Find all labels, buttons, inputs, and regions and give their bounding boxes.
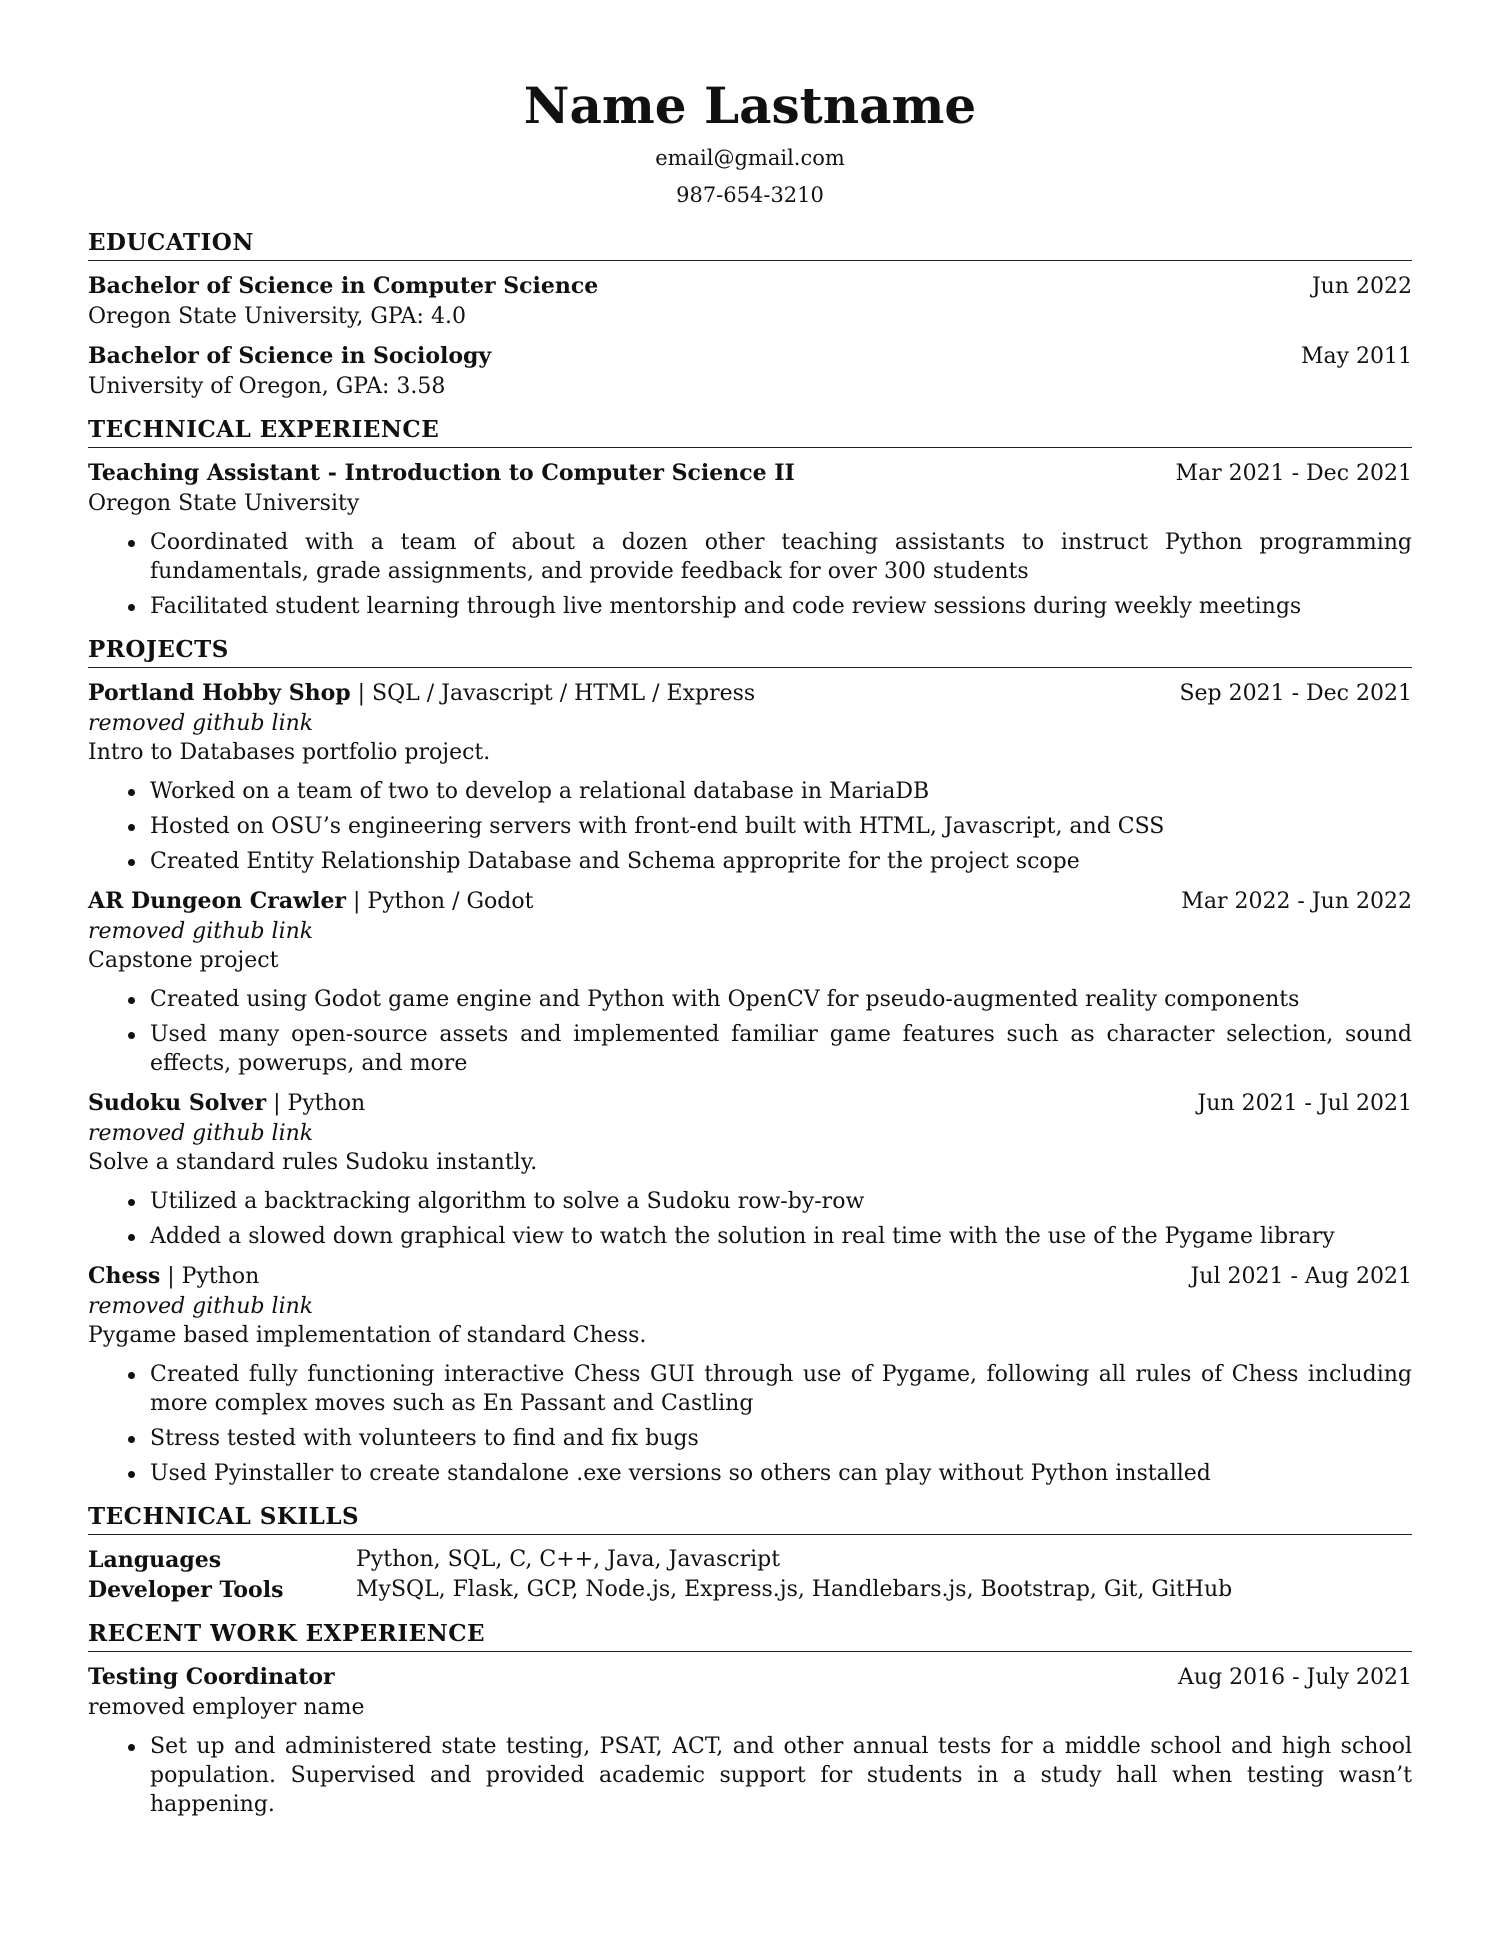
resume-name: Name Lastname bbox=[523, 76, 977, 135]
bullet-item: Stress tested with volunteers to find and fix bugs bbox=[150, 1424, 1412, 1453]
project-entry bbox=[88, 1261, 1412, 1488]
bullet-item: Created fully functioning interactive Chess GUI through use of Pygame, following all rules of Chess including more complex moves such as En Passant and Castling bbox=[150, 1362, 1412, 1416]
job-date: Aug 2016 - July 2021 bbox=[1178, 1665, 1412, 1690]
project-name: Chess bbox=[88, 1263, 161, 1289]
project-stack: | SQL / Javascript / HTML / Express bbox=[350, 681, 756, 706]
school-name: University of Oregon, GPA: 3.58 bbox=[88, 374, 446, 399]
education-entry bbox=[88, 341, 1412, 401]
project-date: Jun 2021 - Jul 2021 bbox=[1197, 1091, 1412, 1116]
degree-date: Jun 2022 bbox=[1311, 274, 1412, 299]
project-stack: | Python bbox=[160, 1264, 260, 1289]
bullet-item: Utilized a backtracking algorithm to solve a Sudoku row-by-row bbox=[150, 1187, 1412, 1216]
bullet-list bbox=[88, 985, 1412, 1078]
skills-table bbox=[88, 1545, 1412, 1605]
project-description: Pygame based implementation of standard Chess. bbox=[88, 1323, 647, 1348]
education-entry bbox=[88, 271, 1412, 331]
job-title: Testing Coordinator bbox=[88, 1664, 335, 1690]
project-entry bbox=[88, 678, 1412, 876]
work-experience-heading: RECENT WORK EXPERIENCE bbox=[88, 1619, 1412, 1652]
degree-title: Bachelor of Science in Sociology bbox=[88, 343, 492, 369]
projects-heading: PROJECTS bbox=[88, 635, 1412, 668]
degree-title: Bachelor of Science in Computer Science bbox=[88, 273, 599, 299]
skill-label: Developer Tools bbox=[88, 1577, 284, 1603]
project-description: Capstone project bbox=[88, 948, 279, 973]
project-description: Intro to Databases portfolio project. bbox=[88, 740, 491, 765]
bullet-item: Created using Godot game engine and Python with OpenCV for pseudo-augmented reality components bbox=[150, 985, 1412, 1014]
bullet-item: Created Entity Relationship Database and Schema approprite for the project scope bbox=[150, 847, 1412, 876]
bullet-list bbox=[88, 777, 1412, 876]
school-name: Oregon State University, GPA: 4.0 bbox=[88, 304, 466, 329]
project-entry bbox=[88, 1088, 1412, 1251]
bullet-list bbox=[88, 528, 1412, 621]
project-name: Sudoku Solver bbox=[88, 1090, 267, 1116]
technical-experience-heading: TECHNICAL EXPERIENCE bbox=[88, 415, 1412, 448]
bullet-item: Worked on a team of two to develop a relational database in MariaDB bbox=[150, 777, 1412, 806]
skill-value: Python, SQL, C, C++, Java, Javascript bbox=[356, 1547, 781, 1572]
bullet-item: Added a slowed down graphical view to watch the solution in real time with the use of the Pygame library bbox=[150, 1222, 1412, 1251]
project-name: AR Dungeon Crawler bbox=[88, 888, 347, 914]
education-heading: EDUCATION bbox=[88, 228, 1412, 261]
contact-phone[interactable]: 987-654-3210 bbox=[676, 183, 824, 207]
project-date: Sep 2021 - Dec 2021 bbox=[1179, 681, 1412, 706]
project-name: Portland Hobby Shop bbox=[88, 680, 351, 706]
project-stack: | Python / Godot bbox=[346, 889, 534, 914]
degree-date: May 2011 bbox=[1300, 344, 1412, 369]
skill-label: Languages bbox=[88, 1547, 222, 1573]
bullet-item: Used Pyinstaller to create standalone .exe versions so others can play without Python installed bbox=[150, 1459, 1412, 1488]
bullet-item: Set up and administered state testing, PSAT, ACT, and other annual tests for a middle school and high school population. Supervised and provided academic support for students in a study hall when testing wasn’t happening. bbox=[150, 1734, 1412, 1817]
project-link[interactable]: removed github link bbox=[88, 919, 314, 944]
bullet-item: Hosted on OSU’s engineering servers with front-end built with HTML, Javascript, and CSS bbox=[150, 812, 1412, 841]
bullet-list bbox=[88, 1187, 1412, 1251]
bullet-item: Facilitated student learning through live mentorship and code review sessions during weekly meetings bbox=[150, 592, 1412, 621]
work-entry bbox=[88, 1662, 1412, 1819]
project-link[interactable]: removed github link bbox=[88, 1294, 314, 1319]
contact-email[interactable]: email@gmail.com bbox=[655, 146, 845, 170]
technical-skills-heading: TECHNICAL SKILLS bbox=[88, 1502, 1412, 1535]
skill-row bbox=[88, 1575, 1412, 1605]
project-date: Mar 2022 - Jun 2022 bbox=[1181, 889, 1412, 914]
job-title: Teaching Assistant - Introduction to Computer Science II bbox=[88, 460, 795, 486]
project-link[interactable]: removed github link bbox=[88, 711, 314, 736]
project-description: Solve a standard rules Sudoku instantly. bbox=[88, 1150, 538, 1175]
project-date: Jul 2021 - Aug 2021 bbox=[1190, 1264, 1412, 1289]
skill-value: MySQL, Flask, GCP, Node.js, Express.js, Handlebars.js, Bootstrap, Git, GitHub bbox=[356, 1577, 1233, 1602]
job-organization: removed employer name bbox=[88, 1695, 365, 1720]
skill-row bbox=[88, 1545, 1412, 1575]
project-link[interactable]: removed github link bbox=[88, 1121, 314, 1146]
bullet-item: Used many open-source assets and implemented familiar game features such as character selection, sound effects, powerups, and more bbox=[150, 1022, 1412, 1076]
bullet-list bbox=[88, 1732, 1412, 1819]
experience-entry bbox=[88, 458, 1412, 621]
bullet-list bbox=[88, 1360, 1412, 1488]
job-organization: Oregon State University bbox=[88, 491, 360, 516]
project-entry bbox=[88, 886, 1412, 1078]
project-stack: | Python bbox=[266, 1091, 366, 1116]
job-date: Mar 2021 - Dec 2021 bbox=[1175, 461, 1412, 486]
bullet-item: Coordinated with a team of about a dozen other teaching assistants to instruct Python programming fundamentals, grade assignments, and provide feedback for over 300 students bbox=[150, 530, 1412, 584]
